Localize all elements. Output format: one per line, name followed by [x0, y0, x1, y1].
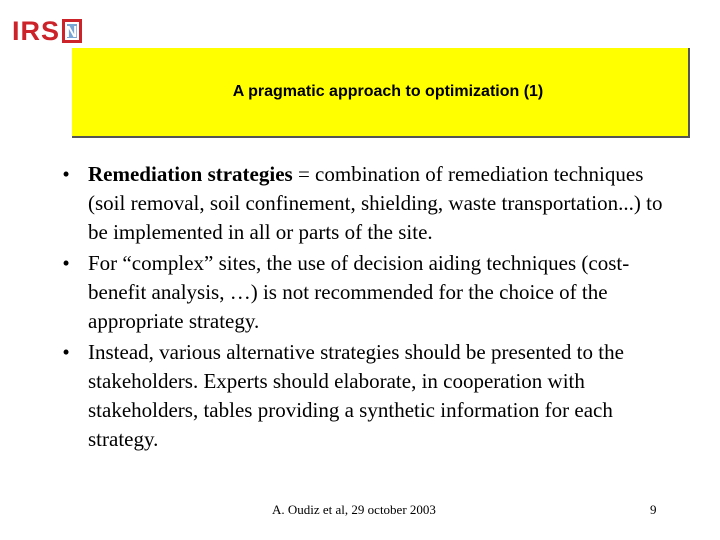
slide-title: A pragmatic approach to optimization (1) [232, 83, 544, 100]
bullet-text: = combination of remediation techniques (soil removal, soil confinement, shielding, waste transportation...) to be implemented in all or parts of the site. [88, 162, 663, 244]
bullet-bold-term: Remediation strategies [88, 162, 293, 186]
logo-text: IRS [12, 16, 61, 46]
footer-author: A. Oudiz et al, 29 october 2003 [272, 502, 436, 517]
title-banner [72, 48, 690, 138]
logo-n-mark-icon [62, 19, 82, 43]
bullet-item [56, 160, 676, 247]
bullet-marker: • [62, 340, 70, 364]
bullet-text: For “complex” sites, the use of decision aiding techniques (cost-benefit analysis, …) is not recommended for the choice of the appropriate strategy. [88, 251, 630, 333]
bullet-item [56, 338, 676, 454]
bullet-text: Instead, various alternative strategies should be presented to the stakeholders. Experts should elaborate, in cooperation with stakeholders, tables providing a synthetic information for each strategy. [88, 340, 624, 451]
bullet-marker: • [62, 162, 70, 186]
bullet-marker: • [62, 251, 70, 275]
bullet-list [56, 160, 676, 456]
bullet-item [56, 249, 676, 336]
page-number: 9 [650, 502, 657, 517]
logo-mark-letter: N [65, 24, 79, 41]
irsn-logo [12, 17, 82, 45]
